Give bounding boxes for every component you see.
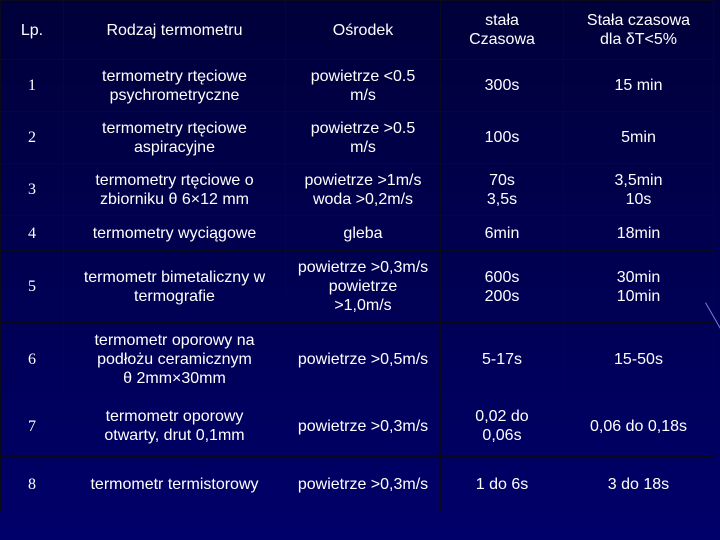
- thermometer-type: termometr oporowy otwarty, drut 0,1mm: [64, 396, 286, 457]
- time-constant: 5-17s: [441, 323, 564, 396]
- table-row: [1, 323, 714, 396]
- medium: powietrze >0,3m/s: [286, 396, 441, 457]
- row-number: 1: [1, 60, 64, 112]
- medium: powietrze >1m/s woda >0,2m/s: [286, 164, 441, 216]
- time-constant: 600s 200s: [441, 251, 564, 323]
- time-constant-5pct: 18min: [564, 216, 714, 251]
- thermometer-type: termometr termistorowy: [64, 457, 286, 512]
- medium: powietrze <0.5 m/s: [286, 60, 441, 112]
- time-constant: 1 do 6s: [441, 457, 564, 512]
- table-row: [1, 251, 714, 323]
- row-number: 5: [1, 251, 64, 323]
- medium: powietrze >0,3m/s powietrze >1,0m/s: [286, 251, 441, 323]
- time-constant: 6min: [441, 216, 564, 251]
- header-time-constant-5pct: Stała czasowa dla δT<5%: [564, 1, 714, 60]
- header-time-constant: stała Czasowa: [441, 1, 564, 60]
- time-constant: 70s 3,5s: [441, 164, 564, 216]
- thermometer-type: termometry wyciągowe: [64, 216, 286, 251]
- table-row: [1, 112, 714, 164]
- row-number: 3: [1, 164, 64, 216]
- medium: gleba: [286, 216, 441, 251]
- medium: powietrze >0,5m/s: [286, 323, 441, 396]
- row-number: 8: [1, 457, 64, 512]
- time-constant-5pct: 15-50s: [564, 323, 714, 396]
- row-number: 4: [1, 216, 64, 251]
- table-row: [1, 457, 714, 512]
- header-row: [1, 1, 714, 60]
- row-number: 2: [1, 112, 64, 164]
- time-constant-5pct: 30min 10min: [564, 251, 714, 323]
- table-row: [1, 216, 714, 251]
- time-constant-5pct: 3 do 18s: [564, 457, 714, 512]
- time-constant: 0,02 do 0,06s: [441, 396, 564, 457]
- time-constant: 100s: [441, 112, 564, 164]
- table-row: [1, 164, 714, 216]
- time-constant-5pct: 0,06 do 0,18s: [564, 396, 714, 457]
- time-constant: 300s: [441, 60, 564, 112]
- medium: powietrze >0,3m/s: [286, 457, 441, 512]
- header-type: Rodzaj termometru: [64, 1, 286, 60]
- thermometer-type: termometry rtęciowe aspiracyjne: [64, 112, 286, 164]
- time-constant-5pct: 15 min: [564, 60, 714, 112]
- thermometer-type: termometry rtęciowe o zbiorniku θ 6×12 mm: [64, 164, 286, 216]
- table-row: [1, 60, 714, 112]
- thermometer-type: termometry rtęciowe psychrometryczne: [64, 60, 286, 112]
- header-medium: Ośrodek: [286, 1, 441, 60]
- time-constant-5pct: 3,5min 10s: [564, 164, 714, 216]
- table-row: [1, 396, 714, 457]
- medium: powietrze >0.5 m/s: [286, 112, 441, 164]
- row-number: 7: [1, 396, 64, 457]
- thermometer-type: termometr bimetaliczny w termografie: [64, 251, 286, 323]
- header-lp: Lp.: [1, 1, 64, 60]
- thermometer-type: termometr oporowy na podłożu ceramicznym θ 2mm×30mm: [64, 323, 286, 396]
- row-number: 6: [1, 323, 64, 396]
- time-constant-5pct: 5min: [564, 112, 714, 164]
